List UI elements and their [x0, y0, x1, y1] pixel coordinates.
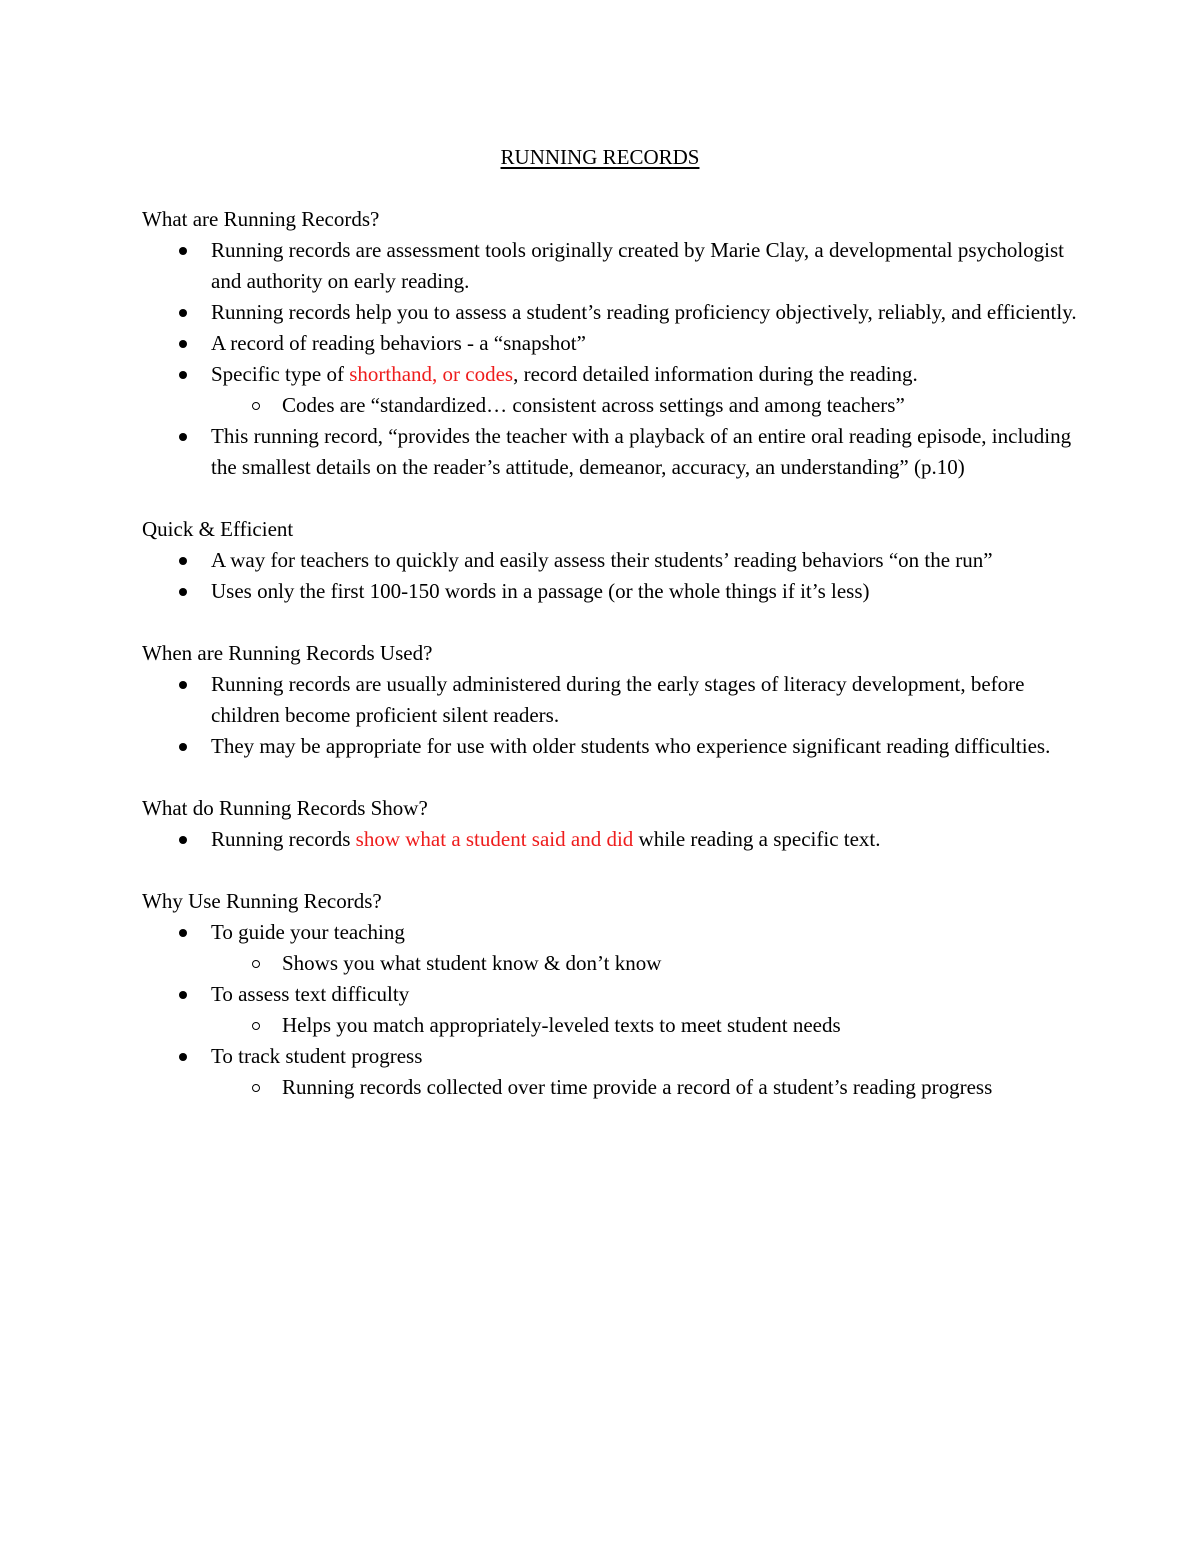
- bullet-list: [142, 917, 1082, 1103]
- sub-list-item-text: Running records collected over time provide a record of a student’s reading progress: [282, 1075, 993, 1099]
- bullet-icon: [179, 588, 187, 596]
- list-item: [142, 545, 1082, 576]
- bullet-list: [142, 235, 1082, 483]
- highlighted-text: shorthand, or codes: [349, 362, 514, 386]
- section-what-show: [142, 793, 1082, 855]
- list-item-text: Running records help you to assess a student’s reading proficiency objectively, reliably, and efficiently.: [211, 300, 1077, 324]
- list-item-text: They may be appropriate for use with older students who experience significant reading difficulties.: [211, 734, 1051, 758]
- bullet-icon: [179, 340, 187, 348]
- bullet-list: [142, 824, 1082, 855]
- bullet-icon: [179, 247, 187, 255]
- list-item: [142, 297, 1082, 328]
- list-item: [142, 235, 1082, 297]
- list-item-text: To track student progress: [211, 1044, 423, 1068]
- bullet-icon: [179, 433, 187, 441]
- bullet-icon: [179, 1053, 187, 1061]
- list-item: [142, 979, 1082, 1041]
- list-item-text: A record of reading behaviors - a “snapshot”: [211, 331, 586, 355]
- sub-list-item: [142, 390, 1082, 421]
- sub-list: [211, 948, 1082, 979]
- list-item: [142, 1041, 1082, 1103]
- bullet-icon: [179, 309, 187, 317]
- section-heading: What do Running Records Show?: [142, 796, 428, 820]
- sub-list-item-text: Shows you what student know & don’t know: [282, 951, 662, 975]
- section-heading: Quick & Efficient: [142, 517, 294, 541]
- list-item: [142, 917, 1082, 979]
- list-item-text-post: while reading a specific text.: [633, 827, 881, 851]
- sub-list: [211, 390, 1082, 421]
- bullet-icon: [179, 836, 187, 844]
- list-item-text: Running records are usually administered during the early stages of literacy development, before children become proficient silent readers.: [211, 672, 1025, 727]
- section-why-use: [142, 886, 1082, 1103]
- list-item-text: To assess text difficulty: [211, 982, 410, 1006]
- sub-list: [211, 1010, 1082, 1041]
- bullet-icon: [179, 743, 187, 751]
- section-when-used: [142, 638, 1082, 762]
- list-item-text: Running records are assessment tools originally created by Marie Clay, a developmental psychologist and authority on early reading.: [211, 238, 1065, 293]
- list-item: [142, 328, 1082, 359]
- list-item: [142, 359, 1082, 421]
- section-heading: Why Use Running Records?: [142, 889, 382, 913]
- list-item-text: Uses only the first 100-150 words in a passage (or the whole things if it’s less): [211, 579, 870, 603]
- list-item-text-pre: Specific type of: [211, 362, 350, 386]
- document-body: [142, 204, 1082, 1134]
- section-heading: What are Running Records?: [142, 207, 380, 231]
- list-item-text: A way for teachers to quickly and easily assess their students’ reading behaviors “on the run”: [211, 548, 993, 572]
- bullet-icon: [179, 991, 187, 999]
- highlighted-text: show what a student said and did: [355, 827, 634, 851]
- section-heading: When are Running Records Used?: [142, 641, 433, 665]
- bullet-icon: [179, 681, 187, 689]
- bullet-icon: [179, 371, 187, 379]
- list-item: [142, 421, 1082, 483]
- list-item-text: This running record, “provides the teacher with a playback of an entire oral reading episode, including the smallest details on the reader’s attitude, demeanor, accuracy, an understanding” (p.10): [211, 424, 1072, 479]
- sub-list-item-text: Helps you match appropriately-leveled texts to meet student needs: [282, 1013, 841, 1037]
- list-item: [142, 576, 1082, 607]
- sub-list-item: [142, 1010, 1082, 1041]
- hollow-bullet-icon: [252, 960, 260, 968]
- section-what-are: [142, 204, 1082, 483]
- list-item-text-post: , record detailed information during the reading.: [513, 362, 918, 386]
- bullet-list: [142, 669, 1082, 762]
- hollow-bullet-icon: [252, 1022, 260, 1030]
- bullet-list: [142, 545, 1082, 607]
- list-item-text: To guide your teaching: [211, 920, 405, 944]
- page-title: RUNNING RECORDS: [500, 145, 700, 169]
- hollow-bullet-icon: [252, 402, 260, 410]
- list-item: [142, 669, 1082, 731]
- bullet-icon: [179, 557, 187, 565]
- sub-list-item: [142, 948, 1082, 979]
- bullet-icon: [179, 929, 187, 937]
- hollow-bullet-icon: [252, 1084, 260, 1092]
- list-item: [142, 824, 1082, 855]
- sub-list-item-text: Codes are “standardized… consistent across settings and among teachers”: [282, 393, 905, 417]
- section-quick-efficient: [142, 514, 1082, 607]
- list-item: [142, 731, 1082, 762]
- list-item-text-pre: Running records: [211, 827, 356, 851]
- sub-list: [211, 1072, 1082, 1103]
- sub-list-item: [142, 1072, 1082, 1103]
